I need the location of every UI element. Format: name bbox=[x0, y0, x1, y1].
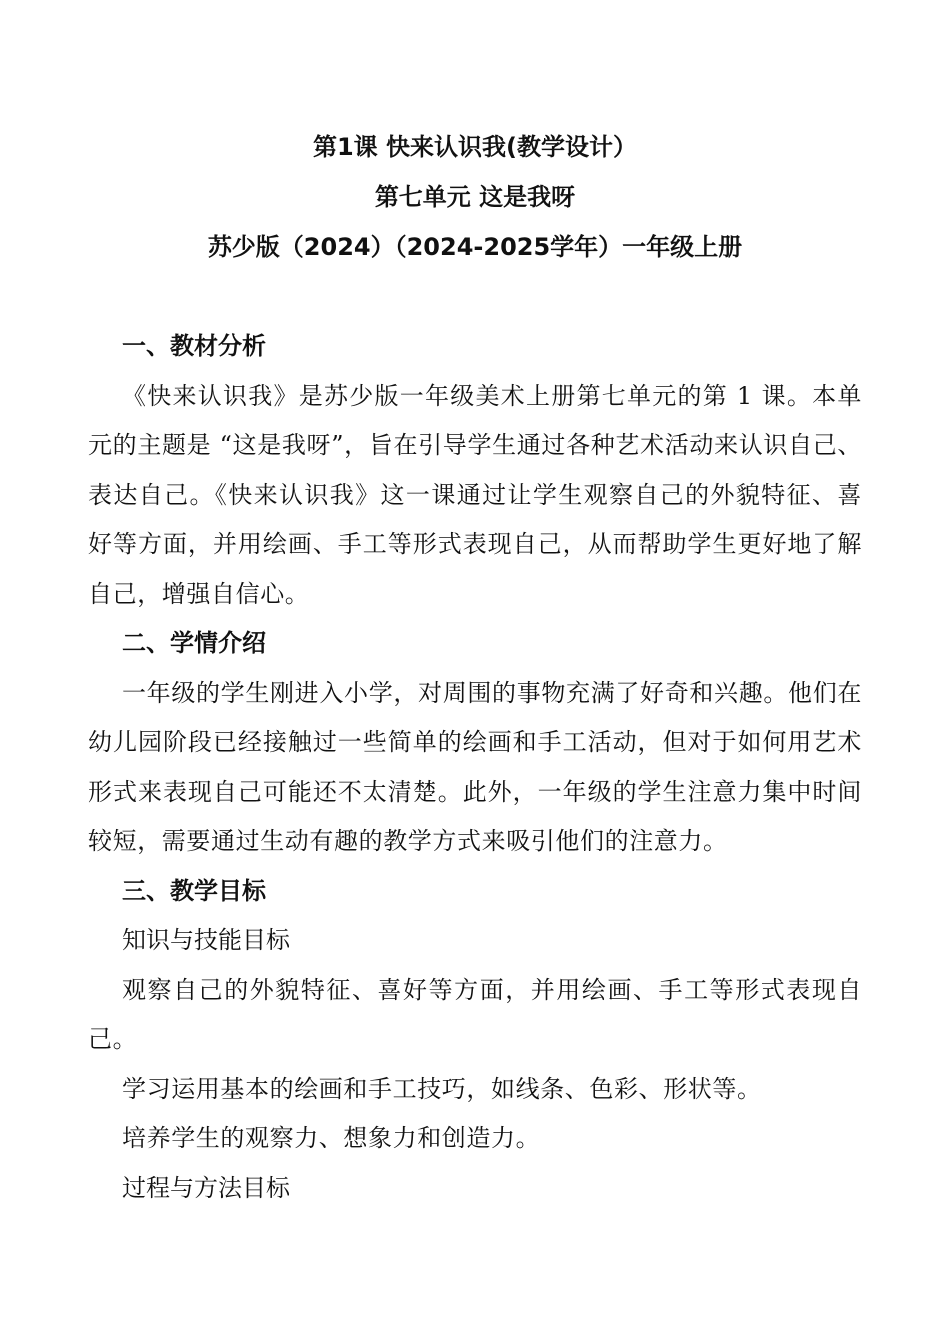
paragraph-textbook-analysis: 《快来认识我》是苏少版一年级美术上册第七单元的第 1 课。本单元的主题是 “这是我呀”，旨在引导学生通过各种艺术活动来认识自己、表达自己。《快来认识我》这一课通过让学生观察自己的外貌特征、喜好等方面，并用绘画、手工等形式表现自己，从而帮助学生更好地了解自己，增强自信心。 bbox=[88, 381, 862, 608]
goal-paragraph-3: 培养学生的观察力、想象力和创造力。 bbox=[122, 1124, 541, 1152]
subheading-process-methods: 过程与方法目标 bbox=[122, 1173, 290, 1202]
goal-paragraph-1: 观察自己的外貌特征、喜好等方面，并用绘画、手工等形式表现自己。 bbox=[88, 975, 862, 1053]
edition-title: 苏少版（2024）（2024-2025学年）一年级上册 bbox=[207, 233, 743, 261]
title-block bbox=[0, 122, 950, 272]
goal-paragraph-2: 学习运用基本的绘画和手工技巧，如线条、色彩、形状等。 bbox=[122, 1074, 762, 1103]
document-body bbox=[88, 322, 862, 1213]
lesson-title: 第1课 快来认识我(教学设计） bbox=[312, 133, 638, 161]
section-heading-student-situation: 二、学情介绍 bbox=[122, 629, 266, 657]
paragraph-student-situation: 一年级的学生刚进入小学，对周围的事物充满了好奇和兴趣。他们在幼儿园阶段已经接触过一些简单的绘画和手工活动，但对于如何用艺术形式来表现自己可能还不太清楚。此外，一年级的学生注意力集中时间较短，需要通过生动有趣的教学方式来吸引他们的注意力。 bbox=[88, 678, 862, 855]
unit-title: 第七单元 这是我呀 bbox=[374, 183, 576, 211]
section-heading-teaching-goals: 三、教学目标 bbox=[122, 876, 266, 905]
section-heading-textbook-analysis: 一、教材分析 bbox=[122, 332, 266, 360]
subheading-knowledge-skills: 知识与技能目标 bbox=[122, 926, 290, 954]
